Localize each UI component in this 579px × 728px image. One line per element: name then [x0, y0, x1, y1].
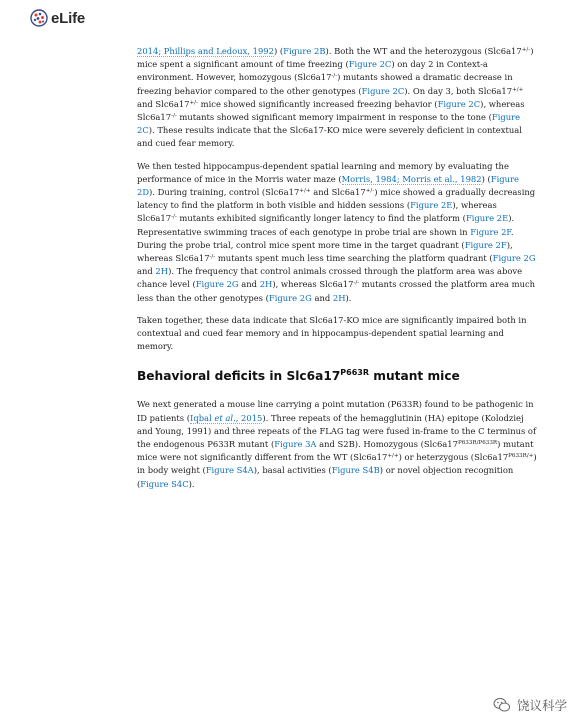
- wechat-icon: [493, 697, 511, 713]
- paragraph-summary: Taken together, these data indicate that Slc6a17-KO mice are significantly impaired both in contextual and cued fear memory and in hippocampus-dependent spatial learning and memory.: [137, 314, 527, 352]
- paragraph-fear-conditioning: 2014; Phillips and Ledoux, 1992) (Figure 2B). Both the WT and the heterozygous (Slc6a17+/-) mice spent a significant amount of time freezing (Figure 2C) on day 2 in Context-a environment. However, homozygous (Slc6a17-/-) mutants showed a dramatic decrease in freezing behavior compared to the other genotypes (Figure 2C). On day 3, both Slc6a17+/+ and Slc6a17+/- mice showed significantly increased freezing behavior (Figure 2C), whereas Slc6a17-/- mutants showed significant memory impairment in response to the tone (Figure 2C). These results indicate that the Slc6a17-KO mice were severely deficient in contextual and cued fear memory.: [137, 46, 534, 149]
- citation-link[interactable]: 2014; Phillips and Ledoux, 1992: [137, 46, 274, 56]
- elife-logo-text: eLife: [51, 9, 86, 27]
- citation-link[interactable]: Morris, 1984; Morris et al., 1982: [341, 173, 482, 184]
- figure-link[interactable]: Figure S4A: [205, 465, 254, 476]
- figure-link[interactable]: 2H: [155, 266, 169, 277]
- figure-link[interactable]: Figure 2C: [361, 85, 405, 96]
- figure-link[interactable]: Figure 2B: [283, 46, 326, 56]
- figure-link[interactable]: Figure S4B: [331, 465, 380, 476]
- article-body: [137, 45, 537, 500]
- paragraph-water-maze: We then tested hippocampus-dependent spatial learning and memory by evaluating the performance of mice in the Morris water maze (Morris, 1984; Morris et al., 1982) (Figure 2D). During training, control (Slc6a17+/+ and Slc6a17+/-) mice showed a gradually decreasing latency to find the platform in both visible and hidden sessions (Figure 2E), whereas Slc6a17-/- mutants exhibited significantly longer latency to find the platform (Figure 2E). Representative swimming traces of each genotype in probe trial are shown in Figure 2F. During the probe trial, control mice spent more time in the target quadrant (Figure 2F), whereas Slc6a17-/- mutants spent much less time searching the platform quadrant (Figure 2G and 2H). The frequency that control animals crossed through the platform area was above chance level (Figure 2G and 2H), whereas Slc6a17-/- mutants crossed the platform area much less than the other genotypes (Figure 2G and 2H).: [137, 160, 536, 303]
- figure-link[interactable]: 2H: [259, 279, 273, 290]
- figure-link[interactable]: Figure S4C: [140, 478, 189, 489]
- figure-link[interactable]: Figure 2F: [464, 239, 507, 250]
- watermark: [493, 696, 567, 714]
- section-heading: Behavioral deficits in $Slc6a17^{P663R}$ mutant mice: [137, 368, 460, 384]
- citation-link[interactable]: Iqbal et al., 2015: [190, 412, 263, 423]
- elife-logo[interactable]: [30, 8, 85, 28]
- paragraph-point-mutation: We next generated a mouse line carrying a point mutation (P633R) found to be pathogenic in ID patients (Iqbal et al., 2015). Three repeats of the hemagglutinin (HA) epitope (Kolodziej and Young, 1991) and three repeats of the FLAG tag were fused in-frame to the C terminus of the endogenous P633R mutant (Figure 3A and S2B). Homozygous $(Slc6a17^{P633R/P633R})$ mutant mice were not significantly different from the WT (Slc6a17+/+) or heterzygous $(Slc6a17^{P633R/+})$ in body weight (Figure S4A), basal activities (Figure S4B) or novel objection recognition (Figure S4C).: [137, 399, 537, 489]
- elife-logo-icon: [30, 9, 48, 27]
- figure-link[interactable]: Figure 2E: [465, 213, 509, 224]
- figure-link[interactable]: Figure 2G: [195, 279, 239, 290]
- figure-link[interactable]: Figure 2C: [137, 112, 521, 136]
- figure-link[interactable]: 2H: [332, 292, 346, 303]
- figure-link[interactable]: Figure 2D: [137, 173, 519, 198]
- figure-link[interactable]: Figure 2C: [437, 98, 481, 109]
- figure-link[interactable]: Figure 2F: [470, 226, 511, 237]
- watermark-text: 饶议科学: [516, 698, 567, 713]
- figure-link[interactable]: Figure 3A: [274, 439, 317, 450]
- figure-link[interactable]: Figure 2G: [268, 292, 312, 303]
- figure-link[interactable]: Figure 2E: [410, 200, 453, 211]
- figure-link[interactable]: Figure 2C: [348, 59, 392, 70]
- figure-link[interactable]: Figure 2G: [492, 253, 536, 264]
